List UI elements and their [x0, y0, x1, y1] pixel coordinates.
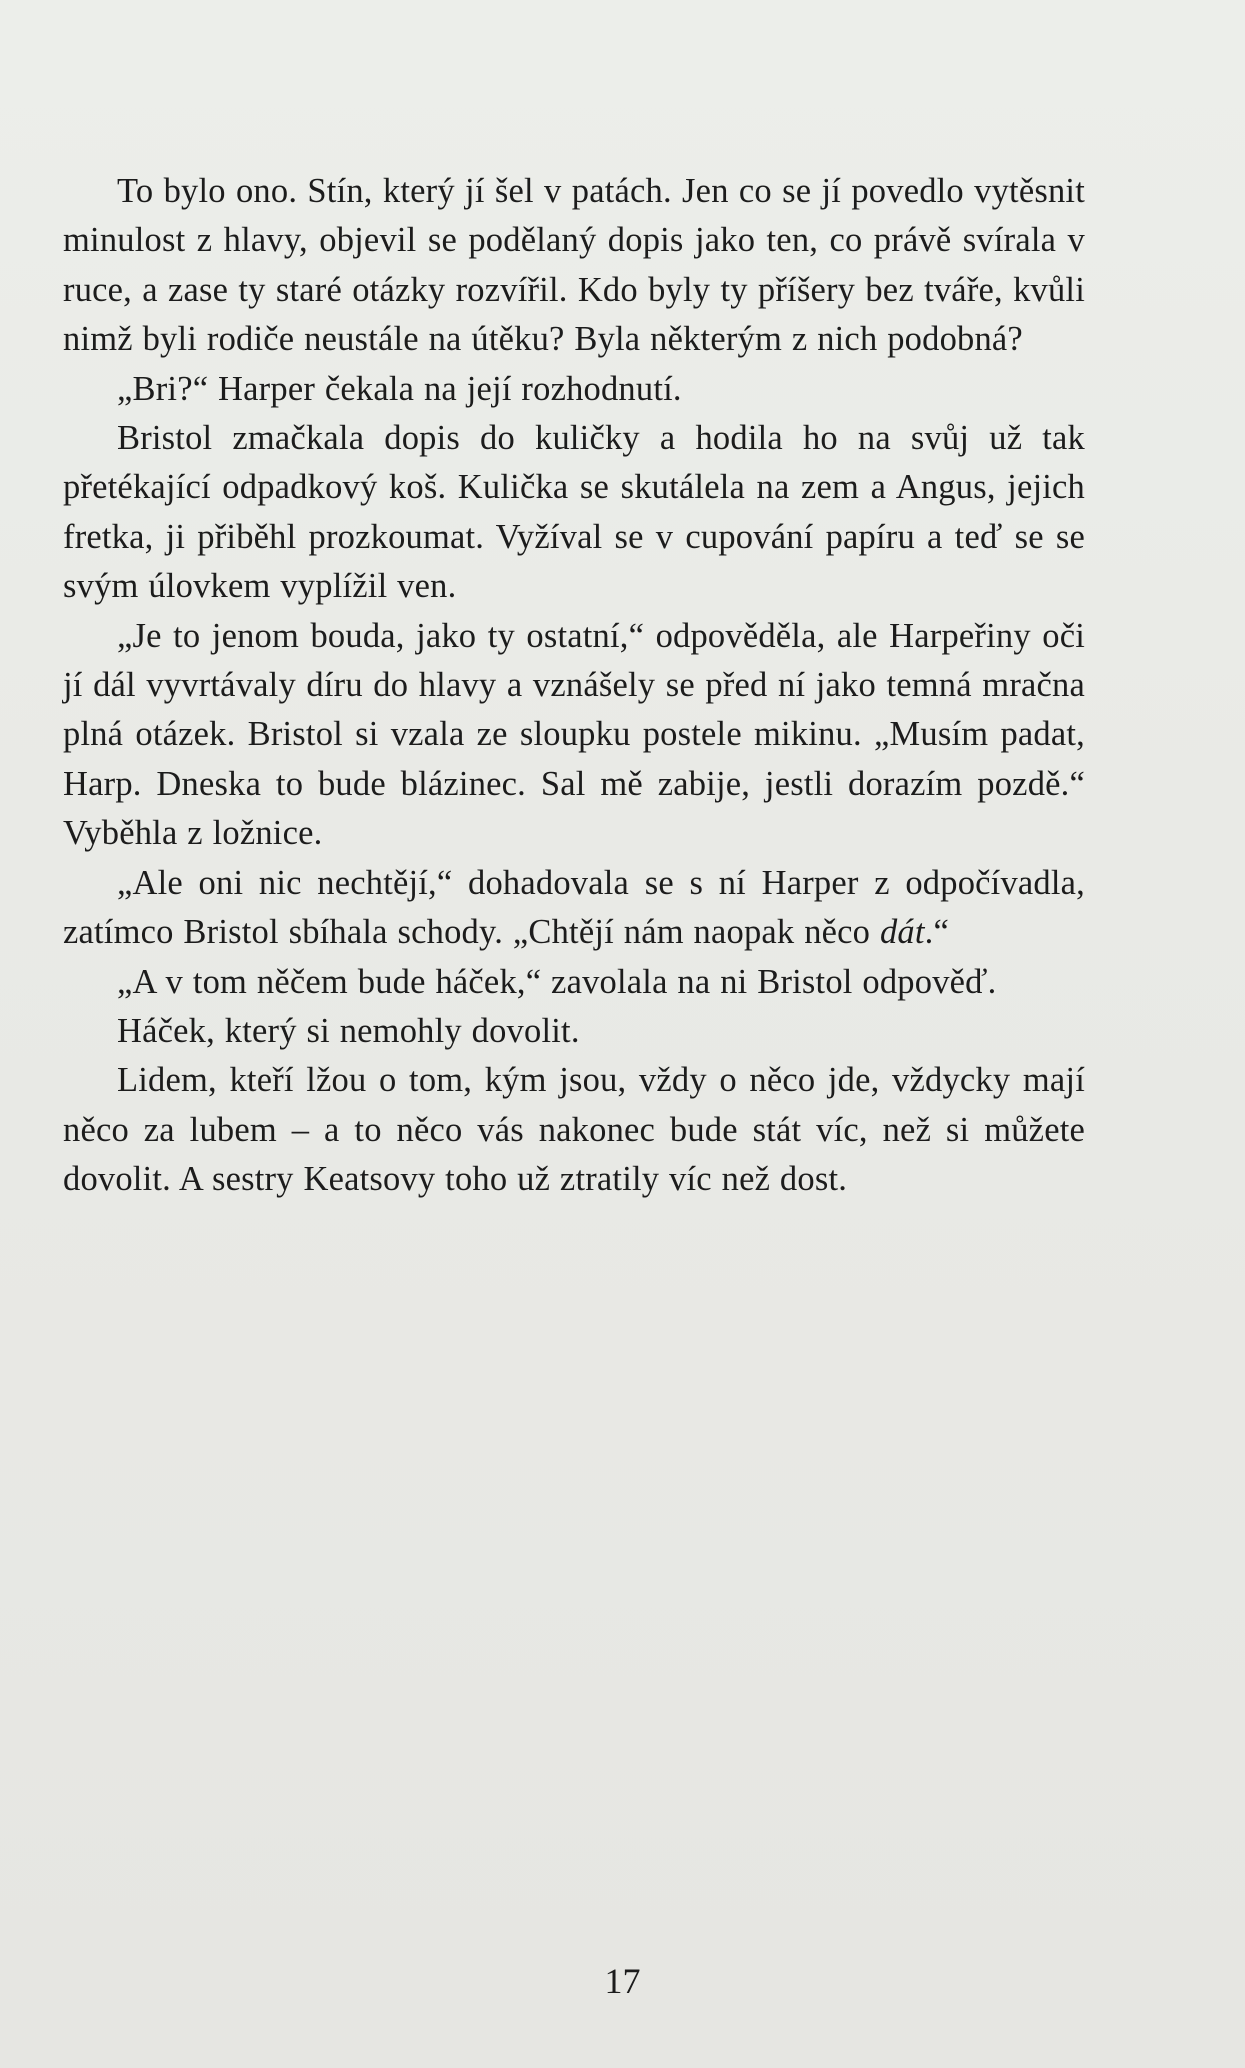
paragraph-5-emphasis: dát	[879, 913, 925, 952]
paragraph-1: To bylo ono. Stín, který jí šel v patách. Jen co se jí povedlo vytěsnit minulost z hlavy, objevil se podělaný dopis jako ten, co právě svírala v ruce, a zase ty staré otázky rozvířil. Kdo byly ty příšery bez tváře, kvůli nimž byli rodiče neustále na útěku? Byla některým z nich podobná?	[63, 172, 1085, 359]
paragraph-5-end: .“	[924, 913, 949, 952]
paragraph-7: Háček, který si nemohly dovolit.	[117, 1011, 580, 1050]
paragraph-8: Lidem, kteří lžou o tom, kým jsou, vždy o něco jde, vždycky mají něco za lubem – a to něco vás nakonec bude stát víc, než si můžete dovolit. A sestry Keatsovy toho už ztratily víc než dost.	[63, 1061, 1085, 1199]
body-text	[63, 167, 1085, 1205]
paragraph-4: „Je to jenom bouda, jako ty ostatní,“ odpověděla, ale Harpeřiny oči jí dál vyvrtávaly díru do hlavy a vznášely se před ní jako temná mračna plná otázek. Bristol si vzala ze sloupku postele mikinu. „Musím padat, Harp. Dneska to bude blázinec. Sal mě zabije, jestli dorazím pozdě.“ Vyběhla z ložnice.	[63, 616, 1085, 853]
paragraph-3: Bristol zmačkala dopis do kuličky a hodila ho na svůj už tak přetékající odpadkový koš. Kulička se skutálela na zem a Angus, jejich fretka, ji přiběhl prozkoumat. Vyžíval se v cupování papíru a teď se se svým úlovkem vyplížil ven.	[63, 419, 1085, 606]
paragraph-5-text: „Ale oni nic nechtějí,“ dohadovala se s ní Harper z odpočívadla, zatímco Bristol sbíhala schody. „Chtějí nám naopak něco	[63, 863, 1085, 952]
paragraph-6: „A v tom něčem bude háček,“ zavolala na ni Bristol odpověď.	[117, 962, 997, 1001]
page-number: 17	[604, 1961, 641, 2001]
paragraph-2: „Bri?“ Harper čekala na její rozhodnutí.	[117, 369, 682, 408]
paragraph-5	[63, 859, 1085, 958]
